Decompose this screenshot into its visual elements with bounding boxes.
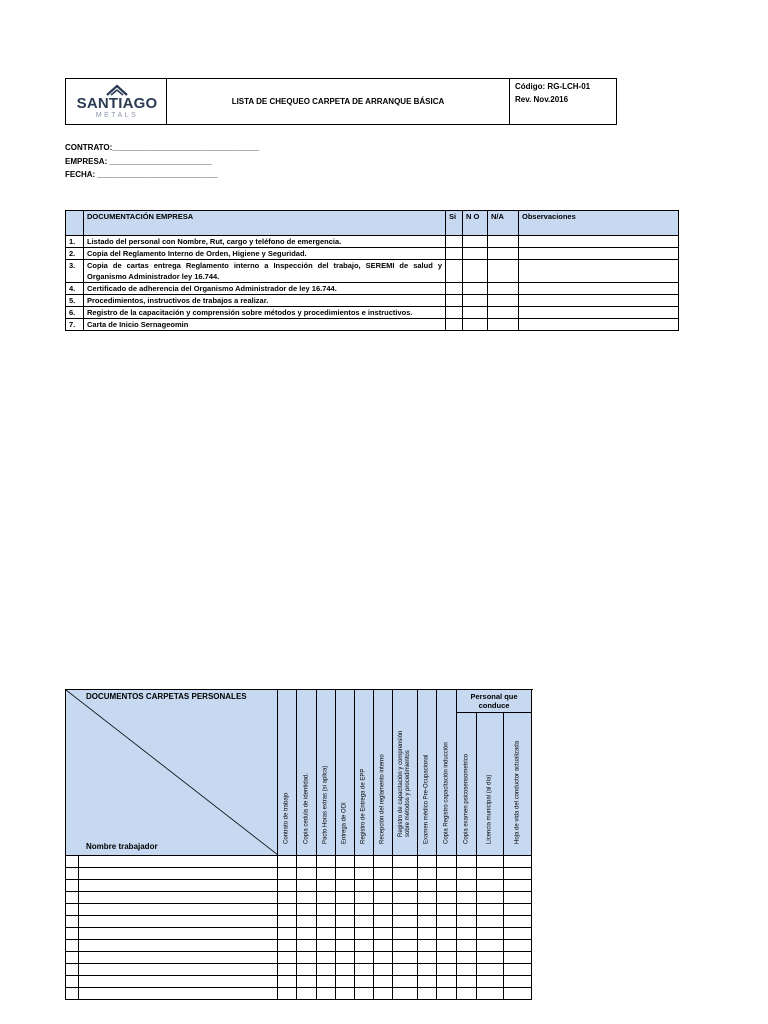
check-cell[interactable] [317, 868, 336, 880]
check-cell[interactable] [355, 880, 374, 892]
check-cell[interactable] [437, 940, 457, 952]
check-cell[interactable] [317, 916, 336, 928]
worker-name-cell[interactable] [79, 988, 278, 1000]
check-cell[interactable] [374, 976, 393, 988]
check-cell[interactable] [418, 964, 437, 976]
check-cell[interactable] [437, 964, 457, 976]
check-cell[interactable] [278, 988, 297, 1000]
check-cell[interactable] [418, 976, 437, 988]
check-cell[interactable] [437, 916, 457, 928]
worker-row [66, 892, 532, 904]
check-cell[interactable] [504, 904, 532, 916]
check-cell[interactable] [477, 880, 504, 892]
check-cell[interactable] [355, 856, 374, 868]
check-na[interactable] [488, 260, 519, 283]
check-cell[interactable] [437, 904, 457, 916]
check-cell[interactable] [418, 988, 437, 1000]
check-si[interactable] [446, 236, 463, 248]
check-cell[interactable] [317, 940, 336, 952]
table-row [66, 295, 679, 307]
worker-row [66, 976, 532, 988]
check-cell[interactable] [437, 928, 457, 940]
col-licencia: Licencia municipal (al día) [477, 713, 504, 856]
worker-name-cell[interactable] [79, 928, 278, 940]
logo-subtitle: METALS [95, 112, 139, 119]
row-index-cell[interactable] [66, 916, 79, 928]
obs-cell[interactable] [519, 319, 679, 331]
check-cell[interactable] [393, 904, 418, 916]
check-no[interactable] [463, 260, 488, 283]
check-cell[interactable] [317, 952, 336, 964]
worker-name-cell[interactable] [79, 880, 278, 892]
check-cell[interactable] [297, 976, 317, 988]
check-cell[interactable] [457, 880, 477, 892]
obs-cell[interactable] [519, 236, 679, 248]
check-cell[interactable] [297, 940, 317, 952]
check-no[interactable] [463, 283, 488, 295]
worker-name-cell[interactable] [79, 904, 278, 916]
check-cell[interactable] [278, 916, 297, 928]
check-cell[interactable] [477, 988, 504, 1000]
col-observaciones: Observaciones [519, 211, 679, 236]
name-header-cell [66, 690, 278, 856]
check-cell[interactable] [393, 940, 418, 952]
company-table-header [66, 211, 679, 236]
nombre-trabajador-header: Nombre trabajador [86, 842, 158, 851]
check-cell[interactable] [336, 964, 355, 976]
check-cell[interactable] [297, 988, 317, 1000]
row-index-cell[interactable] [66, 988, 79, 1000]
check-cell[interactable] [374, 988, 393, 1000]
check-cell[interactable] [418, 892, 437, 904]
obs-cell[interactable] [519, 260, 679, 283]
check-si[interactable] [446, 260, 463, 283]
obs-cell[interactable] [519, 307, 679, 319]
check-cell[interactable] [477, 904, 504, 916]
row-index-cell[interactable] [66, 904, 79, 916]
row-index-cell[interactable] [66, 964, 79, 976]
document-code-block [510, 79, 616, 126]
check-cell[interactable] [374, 964, 393, 976]
check-cell[interactable] [477, 868, 504, 880]
check-cell[interactable] [504, 916, 532, 928]
check-cell[interactable] [393, 868, 418, 880]
personal-table-header [66, 690, 532, 713]
check-cell[interactable] [355, 928, 374, 940]
check-cell[interactable] [418, 928, 437, 940]
check-cell[interactable] [418, 868, 437, 880]
check-cell[interactable] [297, 916, 317, 928]
worker-row [66, 856, 532, 868]
check-cell[interactable] [457, 976, 477, 988]
check-no[interactable] [463, 307, 488, 319]
worker-name-cell[interactable] [79, 964, 278, 976]
empresa-field[interactable]: EMPRESA: _______________________ [65, 157, 212, 166]
check-cell[interactable] [297, 904, 317, 916]
check-cell[interactable] [355, 988, 374, 1000]
check-cell[interactable] [393, 880, 418, 892]
row-index-cell[interactable] [66, 892, 79, 904]
check-cell[interactable] [504, 976, 532, 988]
check-cell[interactable] [355, 964, 374, 976]
check-cell[interactable] [457, 952, 477, 964]
check-cell[interactable] [336, 916, 355, 928]
check-na[interactable] [488, 248, 519, 260]
check-cell[interactable] [437, 952, 457, 964]
row-number: 2. [66, 248, 84, 260]
worker-row [66, 952, 532, 964]
check-cell[interactable] [393, 856, 418, 868]
check-cell[interactable] [418, 904, 437, 916]
check-cell[interactable] [355, 952, 374, 964]
check-si[interactable] [446, 307, 463, 319]
worker-name-cell[interactable] [79, 856, 278, 868]
check-cell[interactable] [317, 976, 336, 988]
check-cell[interactable] [437, 892, 457, 904]
check-cell[interactable] [374, 880, 393, 892]
col-documentacion: DOCUMENTACIÓN EMPRESA [84, 211, 446, 236]
check-cell[interactable] [297, 892, 317, 904]
row-text: Procedimientos, instructivos de trabajos a realizar. [84, 295, 446, 307]
check-cell[interactable] [418, 952, 437, 964]
check-na[interactable] [488, 283, 519, 295]
obs-cell[interactable] [519, 295, 679, 307]
check-cell[interactable] [336, 868, 355, 880]
personal-documents-table [65, 689, 532, 1000]
check-cell[interactable] [374, 916, 393, 928]
check-cell[interactable] [393, 916, 418, 928]
check-cell[interactable] [477, 928, 504, 940]
personal-table-title: DOCUMENTOS CARPETAS PERSONALES [86, 692, 247, 701]
check-cell[interactable] [278, 940, 297, 952]
col-si: Si [446, 211, 463, 236]
check-cell[interactable] [437, 976, 457, 988]
check-cell[interactable] [457, 928, 477, 940]
check-cell[interactable] [355, 868, 374, 880]
check-cell[interactable] [297, 964, 317, 976]
check-cell[interactable] [355, 904, 374, 916]
check-cell[interactable] [278, 904, 297, 916]
check-cell[interactable] [297, 928, 317, 940]
row-text: Copia del Reglamento Interno de Orden, Higiene y Seguridad. [84, 248, 446, 260]
check-cell[interactable] [477, 976, 504, 988]
check-cell[interactable] [374, 952, 393, 964]
check-cell[interactable] [336, 940, 355, 952]
table-row [66, 236, 679, 248]
check-cell[interactable] [317, 880, 336, 892]
check-si[interactable] [446, 283, 463, 295]
check-cell[interactable] [437, 988, 457, 1000]
worker-row [66, 868, 532, 880]
row-text: Listado del personal con Nombre, Rut, cargo y teléfono de emergencia. [84, 236, 446, 248]
row-number: 1. [66, 236, 84, 248]
check-cell[interactable] [374, 868, 393, 880]
row-number: 6. [66, 307, 84, 319]
check-cell[interactable] [336, 928, 355, 940]
worker-row [66, 964, 532, 976]
diagonal-divider [66, 690, 278, 855]
document-code: Código: RG-LCH-01 [515, 82, 591, 91]
check-cell[interactable] [297, 952, 317, 964]
table-row [66, 307, 679, 319]
worker-name-cell[interactable] [79, 892, 278, 904]
check-cell[interactable] [477, 892, 504, 904]
check-cell[interactable] [393, 928, 418, 940]
worker-row [66, 940, 532, 952]
check-cell[interactable] [336, 952, 355, 964]
document-title: LISTA DE CHEQUEO CARPETA DE ARRANQUE BÁSICA [167, 79, 510, 124]
check-si[interactable] [446, 319, 463, 331]
row-index-cell[interactable] [66, 952, 79, 964]
col-pacto-horas: Pacto Horas extras (si aplica) [317, 690, 336, 856]
check-na[interactable] [488, 319, 519, 331]
check-na[interactable] [488, 307, 519, 319]
check-cell[interactable] [504, 964, 532, 976]
contrato-field[interactable]: CONTRATO:_________________________________ [65, 143, 260, 152]
check-cell[interactable] [317, 928, 336, 940]
row-index-cell[interactable] [66, 940, 79, 952]
check-cell[interactable] [336, 880, 355, 892]
check-cell[interactable] [477, 916, 504, 928]
check-cell[interactable] [457, 988, 477, 1000]
check-cell[interactable] [393, 892, 418, 904]
check-no[interactable] [463, 319, 488, 331]
check-no[interactable] [463, 236, 488, 248]
check-cell[interactable] [317, 856, 336, 868]
check-cell[interactable] [477, 964, 504, 976]
check-cell[interactable] [336, 976, 355, 988]
check-na[interactable] [488, 236, 519, 248]
table-row [66, 319, 679, 331]
worker-row [66, 916, 532, 928]
worker-name-cell[interactable] [79, 916, 278, 928]
check-cell[interactable] [374, 940, 393, 952]
check-cell[interactable] [317, 892, 336, 904]
check-cell[interactable] [374, 928, 393, 940]
row-text: Copia de cartas entrega Reglamento interno a Inspección del trabajo, SEREMI de salud y Organismo Administrador ley 16.744. [84, 260, 446, 283]
worker-row [66, 880, 532, 892]
col-odi: Entrega de ODI [336, 690, 355, 856]
row-index-cell[interactable] [66, 868, 79, 880]
check-cell[interactable] [355, 976, 374, 988]
check-cell[interactable] [477, 940, 504, 952]
worker-row [66, 988, 532, 1000]
check-cell[interactable] [457, 940, 477, 952]
worker-name-cell[interactable] [79, 868, 278, 880]
check-cell[interactable] [393, 988, 418, 1000]
check-no[interactable] [463, 295, 488, 307]
check-cell[interactable] [278, 892, 297, 904]
check-cell[interactable] [297, 868, 317, 880]
row-index-cell[interactable] [66, 856, 79, 868]
row-text: Carta de Inicio Sernageomin [84, 319, 446, 331]
row-index-cell[interactable] [66, 880, 79, 892]
col-psicosensometrico: Copia examen psicosensometrico [457, 713, 477, 856]
row-index-cell[interactable] [66, 976, 79, 988]
check-cell[interactable] [457, 916, 477, 928]
check-cell[interactable] [297, 856, 317, 868]
worker-name-cell[interactable] [79, 940, 278, 952]
check-cell[interactable] [374, 892, 393, 904]
col-reglamento: Recepción del reglamento interno [374, 690, 393, 856]
check-cell[interactable] [437, 868, 457, 880]
col-no: N O [463, 211, 488, 236]
check-cell[interactable] [477, 952, 504, 964]
table-row [66, 260, 679, 283]
worker-row [66, 904, 532, 916]
check-cell[interactable] [457, 892, 477, 904]
check-cell[interactable] [504, 880, 532, 892]
check-cell[interactable] [355, 892, 374, 904]
check-cell[interactable] [317, 904, 336, 916]
check-cell[interactable] [278, 964, 297, 976]
row-number: 5. [66, 295, 84, 307]
check-cell[interactable] [278, 952, 297, 964]
check-cell[interactable] [418, 916, 437, 928]
col-cedula: Copia cedula de identidad. [297, 690, 317, 856]
col-capacitacion: Registro de capacitación y comprensión sobre métodos y procedimientos [393, 690, 418, 856]
check-si[interactable] [446, 295, 463, 307]
col-contrato: Contrato de trabajo [278, 690, 297, 856]
check-cell[interactable] [437, 856, 457, 868]
document-revision: Rev. Nov.2016 [515, 95, 569, 104]
check-cell[interactable] [336, 856, 355, 868]
check-cell[interactable] [317, 964, 336, 976]
col-induccion: Copia Registro capacitación inducción [437, 690, 457, 856]
check-cell[interactable] [374, 904, 393, 916]
row-number: 7. [66, 319, 84, 331]
col-examen-medico: Examen médico Pre-Ocupacional [418, 690, 437, 856]
col-epp: Registro de Entrega de EPP [355, 690, 374, 856]
col-hoja-vida: Hoja de vida del conductor actualizada [504, 713, 532, 856]
check-cell[interactable] [278, 868, 297, 880]
check-cell[interactable] [278, 928, 297, 940]
check-cell[interactable] [457, 964, 477, 976]
check-cell[interactable] [457, 904, 477, 916]
check-cell[interactable] [355, 916, 374, 928]
check-cell[interactable] [278, 880, 297, 892]
obs-cell[interactable] [519, 248, 679, 260]
check-cell[interactable] [504, 856, 532, 868]
row-text: Registro de la capacitación y comprensión sobre métodos y procedimientos e instructivos. [84, 307, 446, 319]
check-cell[interactable] [297, 880, 317, 892]
check-cell[interactable] [504, 868, 532, 880]
check-cell[interactable] [393, 952, 418, 964]
check-si[interactable] [446, 248, 463, 260]
worker-name-cell[interactable] [79, 952, 278, 964]
row-text: Certificado de adherencia del Organismo Administrador de ley 16.744. [84, 283, 446, 295]
row-number: 3. [66, 260, 84, 283]
check-cell[interactable] [504, 892, 532, 904]
check-cell[interactable] [374, 856, 393, 868]
check-cell[interactable] [393, 976, 418, 988]
check-na[interactable] [488, 295, 519, 307]
check-cell[interactable] [355, 940, 374, 952]
check-cell[interactable] [457, 856, 477, 868]
check-cell[interactable] [457, 868, 477, 880]
check-cell[interactable] [418, 856, 437, 868]
check-cell[interactable] [504, 952, 532, 964]
company-documents-table [65, 210, 679, 331]
row-number: 4. [66, 283, 84, 295]
table-row [66, 248, 679, 260]
check-cell[interactable] [278, 856, 297, 868]
row-index-cell[interactable] [66, 928, 79, 940]
check-cell[interactable] [278, 976, 297, 988]
company-logo [66, 79, 167, 124]
check-cell[interactable] [336, 988, 355, 1000]
fecha-field[interactable]: FECHA: ___________________________ [65, 170, 218, 179]
check-cell[interactable] [437, 880, 457, 892]
obs-cell[interactable] [519, 283, 679, 295]
check-cell[interactable] [317, 988, 336, 1000]
check-cell[interactable] [418, 880, 437, 892]
check-cell[interactable] [418, 940, 437, 952]
table-row [66, 283, 679, 295]
check-no[interactable] [463, 248, 488, 260]
check-cell[interactable] [504, 940, 532, 952]
col-na: N/A [488, 211, 519, 236]
document-header [65, 78, 617, 125]
worker-row [66, 928, 532, 940]
check-cell[interactable] [393, 964, 418, 976]
logo-name: SANTIAGO [76, 95, 158, 112]
check-cell[interactable] [336, 904, 355, 916]
check-cell[interactable] [336, 892, 355, 904]
worker-name-cell[interactable] [79, 976, 278, 988]
check-cell[interactable] [504, 988, 532, 1000]
check-cell[interactable] [477, 856, 504, 868]
check-cell[interactable] [504, 928, 532, 940]
personal-que-conduce-header: Personal que conduce [457, 690, 532, 713]
